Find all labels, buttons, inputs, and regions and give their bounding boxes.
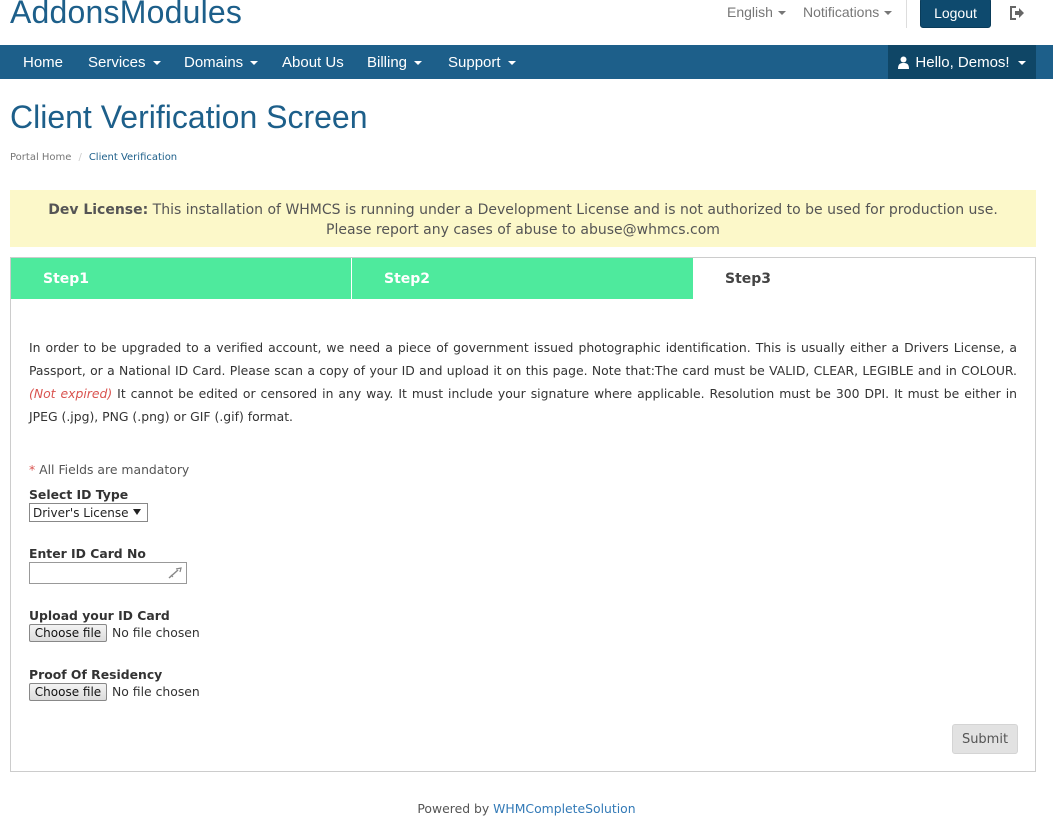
id-card-no-label: Enter ID Card No: [29, 546, 146, 561]
language-label: English: [727, 4, 773, 20]
nav-home-label: Home: [23, 53, 64, 71]
submit-button[interactable]: Submit: [952, 724, 1018, 754]
nav-domains[interactable]: [184, 45, 258, 79]
breadcrumb: [10, 152, 177, 163]
user-greeting: Hello, Demos!: [915, 53, 1010, 71]
nav-services-label: Services: [88, 53, 146, 71]
breadcrumb-current: Client Verification: [88, 152, 178, 163]
chevron-down-icon: [153, 61, 161, 65]
proof-of-residency-label: Proof Of Residency: [29, 667, 163, 682]
notifications-menu[interactable]: [803, 4, 892, 20]
id-type-label: Select ID Type: [29, 487, 129, 502]
upload-id-choose-file-button[interactable]: Choose file: [29, 624, 107, 642]
user-icon: [898, 56, 909, 69]
nav-billing-label: Billing: [367, 53, 408, 71]
breadcrumb-portal-home[interactable]: Portal Home: [10, 152, 72, 163]
footer: [0, 801, 1053, 816]
dropdown-arrow-icon: [133, 509, 141, 515]
id-card-no-input[interactable]: [29, 562, 187, 584]
step1-tab[interactable]: [11, 258, 351, 299]
autofill-key-icon: [168, 567, 182, 579]
verification-description: [29, 336, 1017, 428]
verification-panel: [10, 257, 1036, 772]
notifications-label: Notifications: [803, 4, 880, 20]
language-menu[interactable]: [727, 4, 786, 20]
residency-choose-file-button[interactable]: Choose file: [29, 683, 107, 701]
mandatory-note: [29, 462, 189, 477]
chevron-down-icon: [508, 61, 516, 65]
step2-tab[interactable]: [352, 258, 693, 299]
upload-id-file-status: No file chosen: [112, 625, 200, 640]
alert-text: This installation of WHMCS is running under a Development License and is not authorized to be used for production use. Please report any cases of abuse to abuse@whmcs.com: [148, 202, 998, 238]
chevron-down-icon: [778, 11, 786, 15]
step1-label: Step1: [43, 270, 90, 287]
chevron-down-icon: [414, 61, 422, 65]
user-account-menu[interactable]: [888, 45, 1036, 79]
chevron-down-icon: [250, 61, 258, 65]
page-title: Client Verification Screen: [10, 99, 368, 135]
nav-about-us-label: About Us: [282, 53, 344, 71]
upload-id-label: Upload your ID Card: [29, 608, 170, 623]
sign-out-icon[interactable]: [1008, 5, 1026, 21]
step3-label: Step3: [725, 270, 772, 287]
chevron-down-icon: [1018, 61, 1026, 65]
brand-logo-text[interactable]: AddonsModules: [10, 0, 243, 30]
alert-strong-label: Dev License:: [48, 202, 149, 218]
nav-domains-label: Domains: [184, 53, 244, 71]
logout-button[interactable]: Logout: [920, 0, 991, 28]
footer-link[interactable]: WHMCompleteSolution: [493, 801, 636, 816]
step2-label: Step2: [384, 270, 431, 287]
footer-prefix: Powered by: [417, 801, 494, 816]
nav-support-label: Support: [448, 53, 501, 71]
nav-home[interactable]: [23, 45, 63, 79]
id-type-selected-value: Driver's License: [33, 505, 129, 520]
chevron-down-icon: [884, 11, 892, 15]
breadcrumb-divider: /: [78, 152, 82, 163]
id-type-select[interactable]: [29, 503, 148, 522]
main-navbar: [0, 45, 1053, 79]
header-divider: [906, 0, 907, 28]
nav-billing[interactable]: [367, 45, 422, 79]
step3-tab[interactable]: [693, 258, 1035, 299]
description-part1: In order to be upgraded to a verified account, we need a piece of government issued photographic identification. This is usually either a Drivers License, a Passport, or a National ID Card. Please scan a copy of your ID and upload it on this page. Note that:The card must be VALID, CLEAR, LEGIBLE and in COLOUR.: [29, 340, 1017, 378]
nav-about-us[interactable]: [282, 45, 344, 79]
description-highlight: (Not expired): [29, 386, 113, 401]
required-star: *: [29, 462, 36, 477]
dev-license-alert: [10, 190, 1036, 247]
mandatory-text: All Fields are mandatory: [35, 462, 190, 477]
nav-services[interactable]: [88, 45, 161, 79]
nav-support[interactable]: [448, 45, 516, 79]
residency-file-status: No file chosen: [112, 684, 200, 699]
description-part2: It cannot be edited or censored in any way. It must include your signature where applicable. Resolution must be 300 DPI. It must be either in JPEG (.jpg), PNG (.png) or GIF (.gif) format.: [29, 386, 1017, 424]
